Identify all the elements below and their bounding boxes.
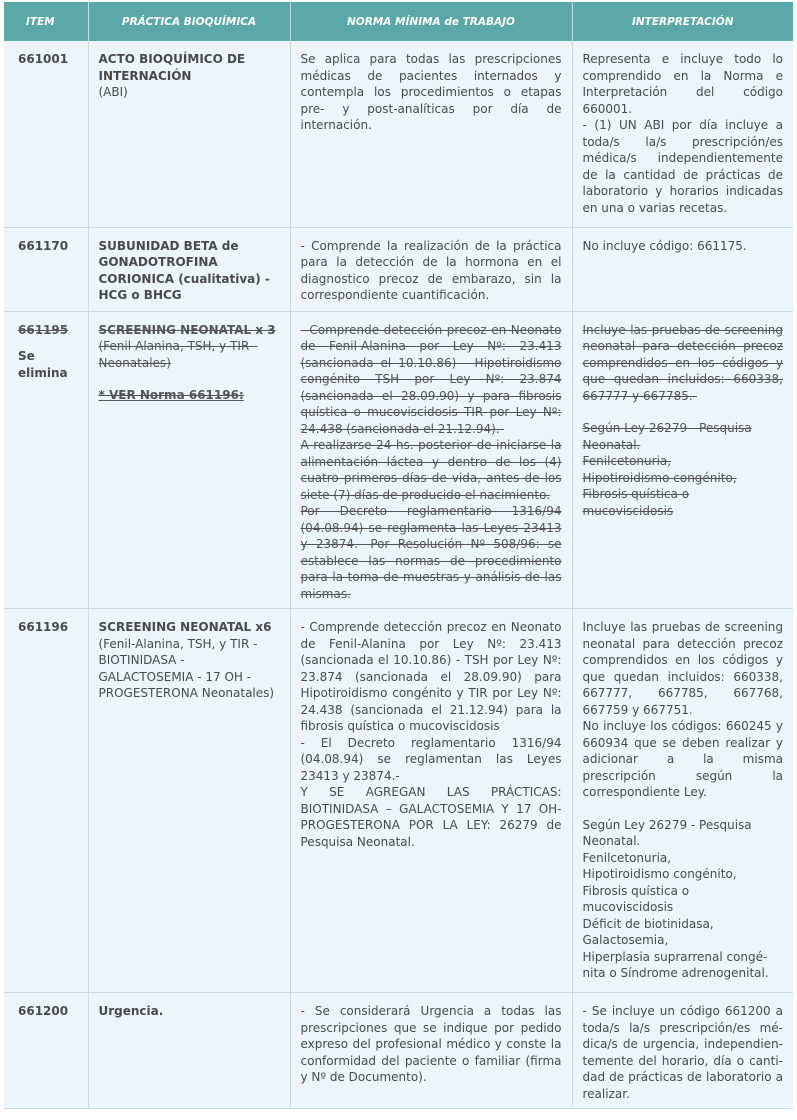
interp-line: - (1) UN ABI por día incluye a toda/s la/s prescripción/es médica/s independientemente de la cantidad de prácticas de laboratorio y horarios indicadas en una o varias recetas. (582, 118, 783, 215)
item-code: 661200 (4, 993, 88, 1109)
norma-cell (290, 609, 572, 993)
interp-line: Según Ley 26279 - Pesquisa Neonatal. (582, 817, 752, 848)
practica-cell (88, 227, 290, 311)
norma-paragraph: - Comprende detección precoz en Neonato de Fenil-Alanina por Ley Nº: 23.413 (sancionada el 10.10.86) - TSH por Ley Nº: 23.874 (sancionada el 28.09.90) para Hipotiroidismo congénito y TIR por Ley Nº: 24.438 (sancionada el 21.12.94) para la fibrosis quística o mucoviscidosis (300, 620, 562, 733)
interp-line: Fenilcetonuria, (582, 850, 672, 865)
practica-cell (88, 311, 290, 609)
practica-title: SCREENING NEONATAL x6 (98, 620, 272, 634)
table-row (4, 993, 793, 1109)
interp-line: Según Ley 26279 - Pesquisa Neonatal. (582, 421, 752, 452)
practica-sub: (ABI) (98, 85, 128, 99)
interp-cell (572, 993, 793, 1109)
interp-cell (572, 41, 793, 227)
norma-paragraph: - Comprende detección precoz en Neonato de Fenil-Alanina por Ley Nº: 23.413 (sancionada el 10.10.86) - Hipotiroidismo congénito TSH por Ley Nº: 23.874 (sancionada el 28.09.90) y para fibrosis quística o mucoviscidosis TIR por Ley Nº: 24.438 (sancionada el 21.12.94).- (300, 322, 562, 436)
practica-sub: (Fenil-Alanina, TSH, y TIR - BIOTINIDASA -GALACTOSEMIA - 17 OH -PROGESTERONA Neonatales) (98, 636, 275, 700)
header-practica: PRÁCTICA BIOQUÍMICA (88, 2, 290, 41)
table-row (4, 41, 793, 227)
practica-cell (88, 41, 290, 227)
interp-cell (572, 609, 793, 993)
norma-cell: - Comprende la realización de la práctica para la detección de la hormona en el diagnostico precoz de embarazo, sin la correspondiente cuantificación. (290, 227, 572, 311)
interp-line: Déficit de biotinidasa, (582, 916, 714, 931)
item-code-cell (4, 311, 88, 609)
interp-line: Galactosemia, (582, 933, 669, 947)
interp-line: - Se incluye un código 661200 a toda/s la/s prescripción/es mé-dica/s de urgencia, independien-temente del horario, día o canti-dad de prácticas de laboratorio a realizar. (582, 1004, 783, 1101)
norma-cell: Se aplica para todas las prescripciones médicas de pacientes internados y contempla los procedimientos o etapas pre- y post-analíticas por día de internación. (290, 41, 572, 227)
interp-line: No incluye código: 661175. (582, 238, 747, 253)
interp-cell (572, 311, 793, 609)
interp-line: Fibrosis quística o mucoviscidosis (582, 883, 690, 914)
interp-line: Hipotiroidismo congénito, (582, 867, 737, 881)
interp-cell (572, 227, 793, 311)
practica-title: Urgencia. (98, 1004, 164, 1018)
practica-sub: (Fenil-Alanina, TSH, y TIR - Neonatales) (98, 339, 258, 370)
interp-line: Fenilcetonuria, (582, 454, 672, 468)
table-row (4, 609, 793, 993)
interp-line: Hipotiroidismo congénito, (582, 470, 737, 485)
item-code: 661001 (4, 41, 88, 227)
table-header-row (4, 2, 793, 41)
interp-line: Fibrosis quística o mucoviscidosis (582, 487, 690, 518)
header-norma: NORMA MÍNIMA de TRABAJO (290, 2, 572, 41)
practica-title: SUBUNIDAD BETA de GONADOTROFINA CORIONICA (cualitativa) - HCG o BHCG (98, 238, 270, 302)
table-row (4, 311, 793, 609)
interp-line: Incluye las pruebas de screening neonatal para detección precoz comprendidos en los códigos y que quedan incluidos: 660338, 667777 y 667785.- (582, 322, 783, 403)
item-code: 661195 (18, 322, 69, 337)
practica-title: ACTO BIOQUÍMICO DE INTERNACIÓN (98, 52, 246, 83)
practica-cell (88, 993, 290, 1109)
practica-cell (88, 609, 290, 993)
practica-ref: * VER Norma 661196: (98, 388, 244, 402)
table-row (4, 227, 793, 311)
item-code: 661196 (4, 609, 88, 993)
practica-title: SCREENING NEONATAL x 3 (98, 322, 276, 337)
item-code: 661170 (4, 227, 88, 311)
norms-table-container (4, 2, 793, 1120)
norma-cell (290, 311, 572, 609)
interp-line: No incluye los códigos: 660245 y 660934 que se deben realizar y adicionar a la misma prescripción según la correspondiente Ley. (582, 719, 783, 799)
header-interpretacion: INTERPRETACIÓN (572, 2, 793, 41)
interp-line: Hiperplasia suprarrenal congé-nita o Síndrome adrenogenital. (582, 949, 769, 980)
norms-table (4, 2, 793, 1109)
norma-paragraph: - El Decreto reglamentario 1316/94 (04.08.94) se reglamentan las Leyes 23413 y 23874.- (300, 735, 562, 783)
item-note: Se elimina (18, 349, 68, 380)
interp-line: Incluye las pruebas de screening neonatal para detección precoz comprendidos en los códigos y que quedan incluidos: 660338, 667777, 667785, 667768, 667759 y 667751. (582, 620, 783, 717)
norma-paragraph: Y SE AGREGAN LAS PRÁCTICAS: BIOTINIDASA – GALACTOSEMIA Y 17 OH-PROGESTERONA POR LA LEY: 26279 de Pesquisa Neonatal. (300, 785, 562, 849)
norma-paragraph: A realizarse 24 hs. posterior de iniciarse la alimentación láctea y dentro de los (4) cuatro primeros días de vida, antes de los siete (7) días de producido el nacimiento. (300, 438, 562, 502)
norma-cell: - Se considerará Urgencia a todas las prescripciones que se indique por pedido expreso del profesional médico y conste la conformidad del paciente o familiar (firma y Nº de Documento). (290, 993, 572, 1109)
header-item: ITEM (4, 2, 88, 41)
norma-paragraph: Por Decreto reglamentario 1316/94 (04.08.94) se reglamenta las Leyes 23413 y 23874.- Por Resolución Nº 508/96: se establece las normas de procedimiento para la toma de muestras y análisis de las mismas. (300, 504, 562, 601)
interp-line: Representa e incluye todo lo comprendido en la Norma e Interpretación del código 660001. (582, 52, 783, 116)
